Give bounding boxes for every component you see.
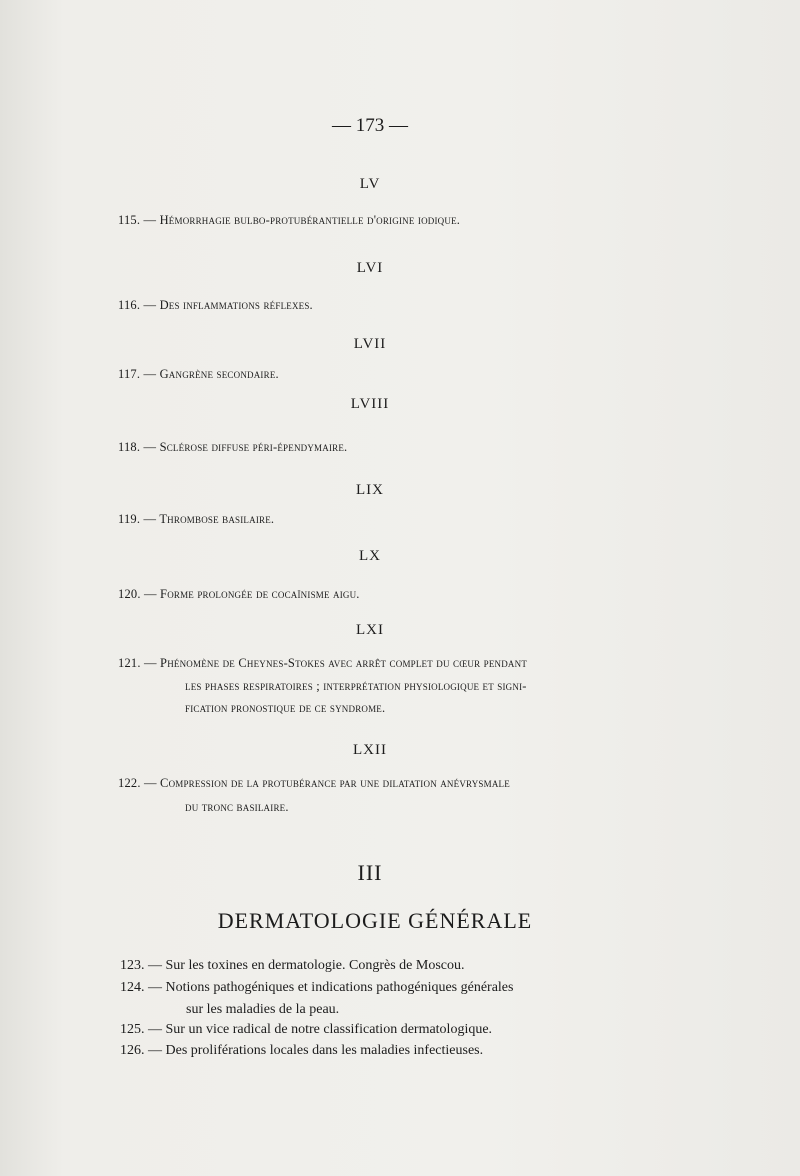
entry-118 <box>118 440 347 455</box>
entry-number: 125. <box>120 1022 145 1037</box>
entry-title: — Hémorrhagie bulbo-protubérantielle d'origine iodique. <box>143 213 461 227</box>
entry-121 <box>118 656 527 671</box>
section-heading-lix: LIX <box>356 482 384 498</box>
entry-number: 121. <box>118 656 141 670</box>
entry-title: — Des inflammations réflexes. <box>143 298 313 312</box>
entry-122-continuation: du tronc basilaire. <box>185 800 289 814</box>
entry-title: — Notions pathogéniques et indications pathogéniques générales <box>148 980 514 995</box>
section-heading-lvii: LVII <box>353 336 387 352</box>
entry-number: 118. <box>118 440 141 454</box>
entry-number: 119. <box>118 512 141 526</box>
entry-number: 116. <box>118 298 141 312</box>
entry-117 <box>118 367 279 382</box>
entry-122 <box>118 776 510 791</box>
part-number: III <box>357 860 383 885</box>
entry-120 <box>118 587 360 602</box>
entry-number: 123. <box>120 958 145 973</box>
entry-number: 124. <box>120 980 145 995</box>
entry-126 <box>120 1043 483 1059</box>
section-heading-lv: LV <box>359 176 381 192</box>
section-heading-lx: LX <box>359 548 381 564</box>
page-number: — 173 — <box>332 115 408 136</box>
entry-title: — Forme prolongée de cocaïnisme aigu. <box>144 587 360 601</box>
entry-title: — Compression de la protubérance par une dilatation anévrysmale <box>144 776 510 790</box>
entry-121-continuation: les phases respiratoires ; interprétation physiologique et signi- <box>185 679 527 693</box>
entry-125 <box>120 1022 492 1038</box>
entry-number: 115. <box>118 213 141 227</box>
entry-124 <box>120 980 513 996</box>
entry-title: — Thrombose basilaire. <box>143 512 275 526</box>
entry-119 <box>118 512 274 527</box>
section-heading-lvi: LVI <box>356 260 384 276</box>
entry-title: — Gangrène secondaire. <box>143 367 279 381</box>
section-heading-lxi: LXI <box>356 622 384 638</box>
entry-number: 117. <box>118 367 141 381</box>
entry-title: — Phénomène de Cheynes-Stokes avec arrêt complet du cœur pendant <box>144 656 528 670</box>
entry-number: 122. <box>118 776 141 790</box>
entry-number: 126. <box>120 1043 145 1058</box>
entry-124-continuation: sur les maladies de la peau. <box>186 1002 340 1017</box>
part-title: DERMATOLOGIE GÉNÉRALE <box>217 908 533 933</box>
entry-123 <box>120 958 465 974</box>
entry-number: 120. <box>118 587 141 601</box>
section-heading-lviii: LVIII <box>350 396 390 412</box>
entry-121-continuation: fication pronostique de ce syndrome. <box>185 701 386 715</box>
entry-title: — Sur un vice radical de notre classification dermatologique. <box>148 1022 493 1037</box>
entry-title: — Sclérose diffuse péri-épendymaire. <box>143 440 348 454</box>
entry-115 <box>118 213 460 228</box>
entry-title: — Sur les toxines en dermatologie. Congrès de Moscou. <box>148 958 465 973</box>
entry-title: — Des proliférations locales dans les maladies infectieuses. <box>148 1043 484 1058</box>
section-heading-lxii: LXII <box>353 742 387 758</box>
entry-116 <box>118 298 313 313</box>
